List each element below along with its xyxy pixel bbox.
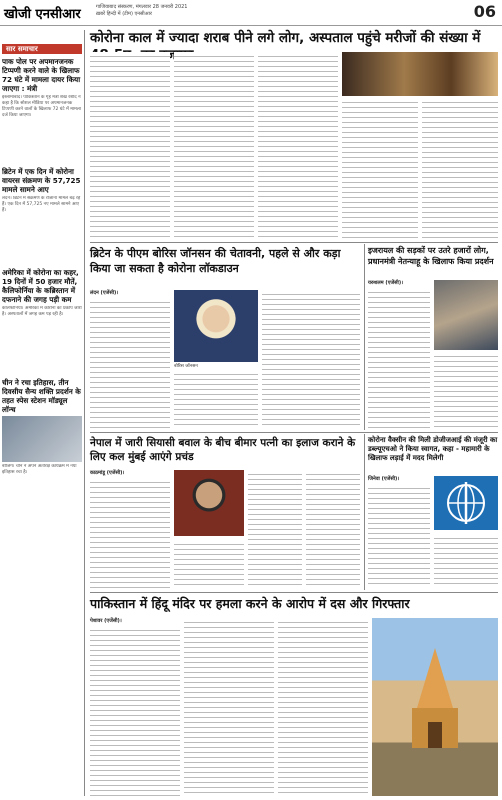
article-text [174,52,254,238]
article-text [174,370,258,428]
newspaper-logo: खोजी एनसीआर [4,7,81,22]
liquor-photo [342,52,498,96]
article-text [434,534,498,588]
who-logo-photo [434,476,498,530]
brief-item [2,57,82,165]
israel-headline: इजरायल की सड़कों पर उतरे हजारों लोग, प्रधानमंत्री नेतन्याहू के खिलाफ किया प्रदर्शन [368,246,494,266]
section-rule [90,242,498,243]
article-text [248,470,302,588]
photo-caption: बोरिस जॉनसन [174,364,198,369]
boris-byline: लंदन (एजेंसी)। [90,290,119,296]
column-rule [364,244,365,430]
boris-photo [174,290,258,362]
brief-headline: अमेरिका में कोरोना का कहर, 19 दिनों में 50 हजार मौतें, कैलिफोर्निया के कब्रिस्तान में दफनाने की जगह पड़ी कम [2,268,79,304]
article-text [422,98,498,238]
column-rule [84,30,85,796]
masthead [0,0,502,26]
prachanda-photo [174,470,244,536]
article-text [258,52,338,238]
vaccine-byline: जिनेवा (एजेंसी)। [368,476,400,482]
sidebar-news-briefs [2,44,82,796]
brief-photo [2,416,82,462]
temple-illustration [372,618,498,796]
section-rule [90,432,498,433]
brief-item [2,167,82,266]
who-emblem-icon [434,476,498,530]
article-text [174,540,244,588]
israel-byline: यरुशलम (एजेंसी)। [368,280,404,286]
brief-body: कैलिफोर्निया। अमेरिका में कोरोना का प्रकोप जारी है। अस्पतालों में जगह कम पड़ रही है। [2,306,82,317]
article-text [90,298,170,428]
brief-body: बीजिंग। चीन ने अपने अंतरिक्ष कार्यक्रम में नया इतिहास रचा है। [2,464,77,475]
brief-body: लंदन। ब्रिटेन में संक्रमण के रोजाना मामले बढ़ रहे हैं। एक दिन में 57,725 नए मामले सामने आए हैं। [2,196,81,213]
brief-headline: ब्रिटेन में एक दिन में कोरोना वायरस संक्रमण के 57,725 मामले सामने आए [2,167,81,194]
article-text [90,626,180,796]
vaccine-headline: कोरोना वैक्सीन की मिली डोजीजआई की मंजूरी का डब्ल्यूएचओ ने किया स्वागत, कहा - महामारी के खिलाफ लड़ाई में मदद मिलेगी [368,436,498,462]
dateline: गाजियाबाद संस्करण, मंगलवार 28 जनवरी 2021 ख़बरें हिन्दी में (टीम) एनसीआर [96,4,188,17]
section-rule [90,592,498,593]
column-rule [364,434,365,590]
article-text [368,288,430,428]
top-story-headline: कोरोना काल में ज्यादा शराब पीने लगे लोग, अस्पताल पहुंचे मरीजों की संख्या में [90,30,481,46]
brief-headline: पाक पोल पर अपमानजनक टिप्पणी करने वाले के खिलाफ 72 घंटे में मामला दायर किया जाएगा : मंत्री [2,57,81,93]
brief-item [2,268,82,376]
article-text [90,52,170,238]
temple-photo [372,618,498,796]
article-text [342,98,418,238]
article-text [262,290,360,428]
boris-headline: ब्रिटेन के पीएम बोरिस जॉनसन की चेतावनी, पहले से और कड़ा किया जा सकता है कोरोना लॉकडाउन [90,247,341,275]
netanyahu-photo [434,280,498,350]
article-text [90,478,170,588]
article-text [368,484,430,588]
sidebar-header: सार समाचार [2,44,82,54]
brief-body: इस्लामाबाद। पाकिस्तान के गृह मंत्री शेख रशीद ने कहा है कि सोशल मीडिया पर अपमानजनक टिप्पणी करने वालों के खिलाफ 72 घंटे में मामला दर्ज किया जाएगा। [2,95,82,118]
brief-headline: चीन ने रचा इतिहास, तीन दिवसीय सैन्य शक्ति प्रदर्शन के तहत स्पेस स्टेशन मॉड्यूल लॉन्च [2,378,81,414]
pakistan-byline: पेशावर (एजेंसी)। [90,618,122,624]
nepal-headline: नेपाल में जारी सियासी बवाल के बीच बीमार पत्नी का इलाज कराने के लिए कल मुंबई आएंगे प्रचंड [90,437,356,463]
pakistan-headline: पाकिस्तान में हिंदू मंदिर पर हमला करने के आरोप में दस और गिरफ्तार [90,596,410,611]
article-text [434,352,498,428]
article-text [306,470,360,588]
page-number: 06 [473,2,496,21]
nepal-byline: काठमांडू (एजेंसी)। [90,470,125,476]
article-text [184,618,274,796]
article-text [278,618,368,796]
brief-item [2,378,82,534]
